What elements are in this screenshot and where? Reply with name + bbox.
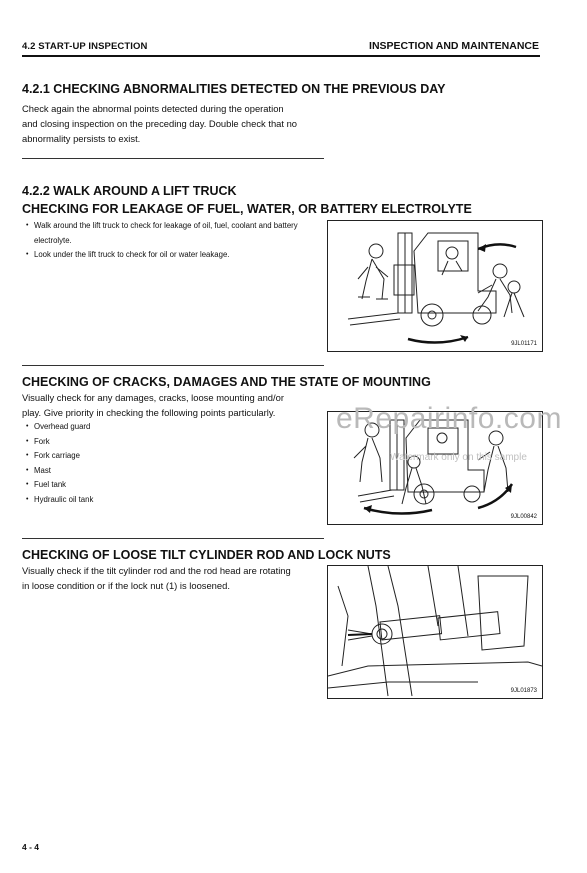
list-item: • Walk around the lift truck to check for leakage of oil, fuel, coolant and battery [26, 219, 298, 234]
text-line: in loose condition or if the lock nut (1) is loosened. [22, 580, 230, 591]
cracks-bullet-list [26, 420, 93, 508]
text-line: Visually check if the tilt cylinder rod and the rod head are rotating [22, 565, 291, 576]
section-4-2-2-title: 4.2.2 WALK AROUND A LIFT TRUCK [22, 184, 237, 198]
figure-code: 9JL00842 [510, 514, 537, 520]
list-item: • Look under the lift truck to check for oil or water leakage. [26, 248, 298, 263]
tilt-cylinder-illustration [328, 566, 542, 698]
list-item: • Overhead guard [26, 420, 93, 435]
list-item-continuation: electrolyte. [34, 235, 72, 245]
text-line: play. Give priority in checking the following points particularly. [22, 407, 276, 418]
list-item: • Fork carriage [26, 449, 93, 464]
section-divider [22, 158, 324, 159]
running-header-section: 4.2 START-UP INSPECTION [22, 41, 148, 52]
watermark-brand: eRepairinfo.com [336, 402, 562, 435]
cracks-subtitle: CHECKING OF CRACKS, DAMAGES AND THE STATE OF MOUNTING [22, 375, 431, 389]
page-number: 4 - 4 [22, 842, 40, 852]
section-4-2-1-text [22, 101, 297, 146]
list-item [26, 234, 298, 249]
text-line: abnormality persists to exist. [22, 133, 141, 144]
walkaround-figure [327, 220, 543, 352]
list-item: • Mast [26, 464, 93, 479]
leakage-bullet-list [26, 219, 298, 263]
section-4-2-1-title: 4.2.1 CHECKING ABNORMALITIES DETECTED ON THE PREVIOUS DAY [22, 82, 446, 96]
forklift-walkaround-illustration [328, 221, 542, 351]
cracks-text [22, 390, 284, 420]
list-item: • Hydraulic oil tank [26, 493, 93, 508]
running-header-chapter: INSPECTION AND MAINTENANCE [369, 40, 539, 52]
figure-code: 9JL01171 [511, 341, 537, 347]
text-line: Visually check for any damages, cracks, loose mounting and/or [22, 392, 284, 403]
header-rule [22, 55, 540, 57]
figure-code: 9JL01873 [510, 688, 537, 694]
list-item: • Fuel tank [26, 478, 93, 493]
section-divider [22, 538, 324, 539]
leakage-subtitle: CHECKING FOR LEAKAGE OF FUEL, WATER, OR BATTERY ELECTROLYTE [22, 202, 472, 216]
text-line: Check again the abnormal points detected during the operation [22, 103, 284, 114]
list-item: • Fork [26, 435, 93, 450]
section-divider [22, 365, 324, 366]
watermark-note: Watermark only on this sample [390, 452, 527, 463]
text-line: and closing inspection on the preceding day. Double check that no [22, 118, 298, 129]
tilt-cylinder-figure [327, 565, 543, 699]
tilt-text [22, 563, 291, 593]
tilt-subtitle: CHECKING OF LOOSE TILT CYLINDER ROD AND LOCK NUTS [22, 548, 391, 562]
